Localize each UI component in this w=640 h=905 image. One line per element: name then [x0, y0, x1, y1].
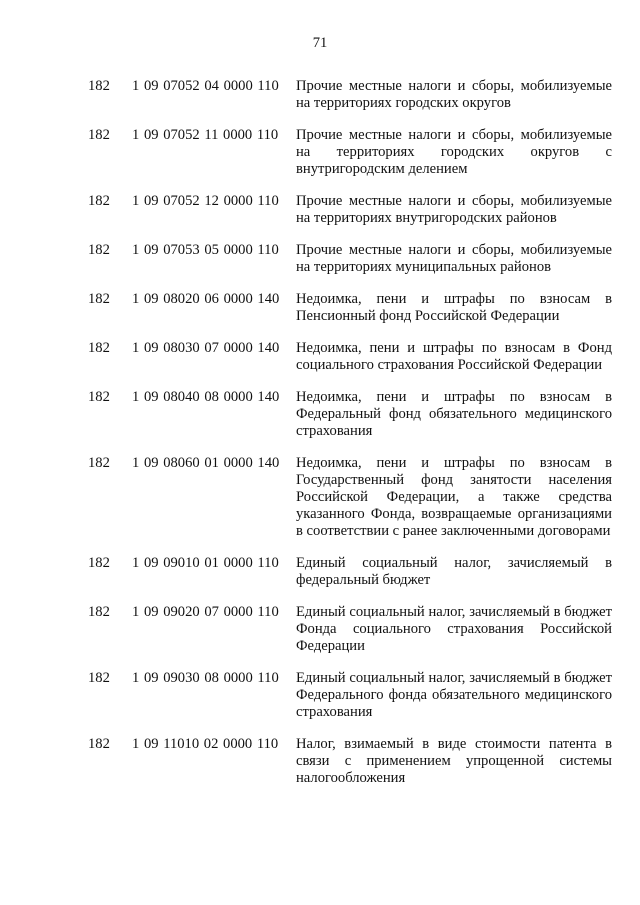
admin-code: 182 [88, 78, 110, 94]
budget-classification-code: 1 09 08060 01 0000 140 [132, 455, 280, 471]
admin-code: 182 [88, 340, 110, 356]
admin-code: 182 [88, 389, 110, 405]
admin-code: 182 [88, 242, 110, 258]
table-row [0, 736, 640, 787]
budget-classification-code: 1 09 11010 02 0000 110 [132, 736, 279, 752]
admin-code: 182 [88, 555, 110, 571]
admin-code: 182 [88, 604, 110, 620]
table-row [0, 455, 640, 540]
income-description: Прочие местные налоги и сборы, мобилизуемые на территориях муниципальных районов [296, 242, 612, 275]
table-row [0, 193, 640, 227]
admin-code: 182 [88, 670, 110, 686]
income-description: Прочие местные налоги и сборы, мобилизуемые на территориях городских округов с внутригородским делением [296, 127, 612, 177]
budget-code-table [0, 78, 640, 802]
income-description: Прочие местные налоги и сборы, мобилизуемые на территориях городских округов [296, 78, 612, 111]
admin-code: 182 [88, 291, 110, 307]
budget-classification-code: 1 09 08030 07 0000 140 [132, 340, 280, 356]
income-description: Недоимка, пени и штрафы по взносам в Федеральный фонд обязательного медицинского страхования [296, 389, 612, 439]
budget-classification-code: 1 09 09020 07 0000 110 [132, 604, 279, 620]
income-description: Единый социальный налог, зачисляемый в бюджет Фонда социального страхования Российской Федерации [296, 604, 612, 654]
table-row [0, 78, 640, 112]
table-row [0, 242, 640, 276]
budget-classification-code: 1 09 07052 04 0000 110 [132, 78, 279, 94]
budget-classification-code: 1 09 08020 06 0000 140 [132, 291, 280, 307]
admin-code: 182 [88, 127, 110, 143]
income-description: Прочие местные налоги и сборы, мобилизуемые на территориях внутригородских районов [296, 193, 612, 226]
admin-code: 182 [88, 193, 110, 209]
table-row [0, 389, 640, 440]
income-description: Единый социальный налог, зачисляемый в федеральный бюджет [296, 555, 612, 588]
table-row [0, 127, 640, 178]
income-description: Единый социальный налог, зачисляемый в бюджет Федерального фонда обязательного медицинского страхования [296, 670, 612, 720]
income-description: Недоимка, пени и штрафы по взносам в Государственный фонд занятости населения Российской Федерации, а также средства указанного Фонда, возвращаемые организациями в соответствии с ранее заключенными договорами [296, 455, 612, 539]
budget-classification-code: 1 09 08040 08 0000 140 [132, 389, 280, 405]
admin-code: 182 [88, 455, 110, 471]
admin-code: 182 [88, 736, 110, 752]
income-description: Недоимка, пени и штрафы по взносам в Фонд социального страхования Российской Федерации [296, 340, 612, 373]
page-number: 71 [312, 35, 328, 51]
table-row [0, 670, 640, 721]
income-description: Недоимка, пени и штрафы по взносам в Пенсионный фонд Российской Федерации [296, 291, 612, 324]
table-row [0, 604, 640, 655]
income-description: Налог, взимаемый в виде стоимости патента в связи с применением упрощенной системы налогообложения [296, 736, 612, 786]
table-row [0, 291, 640, 325]
budget-classification-code: 1 09 07053 05 0000 110 [132, 242, 279, 258]
table-row [0, 340, 640, 374]
budget-classification-code: 1 09 07052 11 0000 110 [132, 127, 279, 143]
budget-classification-code: 1 09 09030 08 0000 110 [132, 670, 279, 686]
budget-classification-code: 1 09 07052 12 0000 110 [132, 193, 279, 209]
table-row [0, 555, 640, 589]
budget-classification-code: 1 09 09010 01 0000 110 [132, 555, 279, 571]
